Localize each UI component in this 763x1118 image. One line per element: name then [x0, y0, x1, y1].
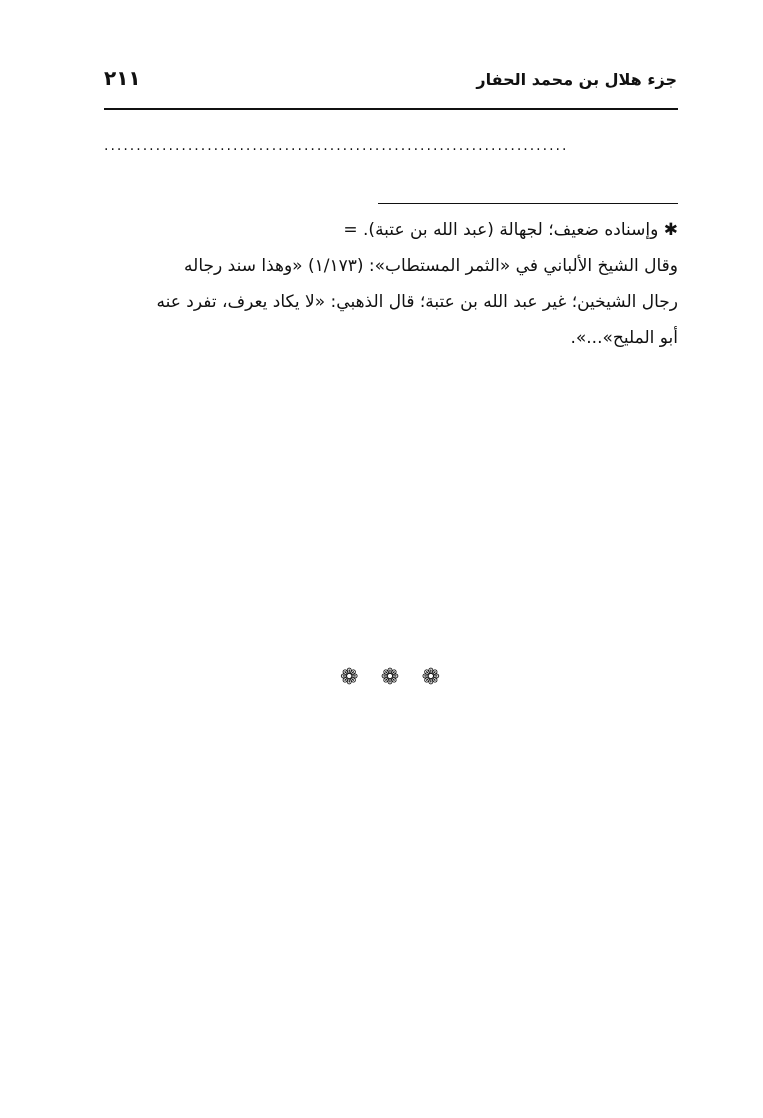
flower-ornament-icon: ❁ — [421, 665, 440, 690]
footnote-line-4: أبو المليح»...». — [570, 328, 678, 348]
section-end-ornaments — [340, 667, 440, 689]
page-number: ٢١١ — [104, 66, 141, 90]
header-rule — [104, 108, 678, 110]
continuation-mark: = — [343, 220, 358, 240]
footnote-line-2: وقال الشيخ الألباني في «الثمر المستطاب»: (١/١٧٣) «وهذا سند رجاله — [184, 256, 678, 276]
footnote-rule — [378, 203, 678, 204]
dotted-separator: ........................................................................ — [104, 140, 569, 152]
flower-ornament-icon: ❁ — [380, 665, 400, 690]
running-title: جزء هلال بن محمد الحفار — [476, 70, 677, 89]
footnote-line-3: رجال الشيخين؛ غير عبد الله بن عتبة؛ قال الذهبي: «لا يكاد يعرف، تفرد عنه — [156, 292, 678, 312]
footnote-line-1 — [104, 212, 678, 248]
footnote-body — [104, 212, 678, 356]
flower-ornament-icon: ❁ — [340, 665, 359, 690]
footnote-text-1: ✱ وإسناده ضعيف؛ لجهالة (عبد الله بن عتبة). — [363, 220, 678, 240]
